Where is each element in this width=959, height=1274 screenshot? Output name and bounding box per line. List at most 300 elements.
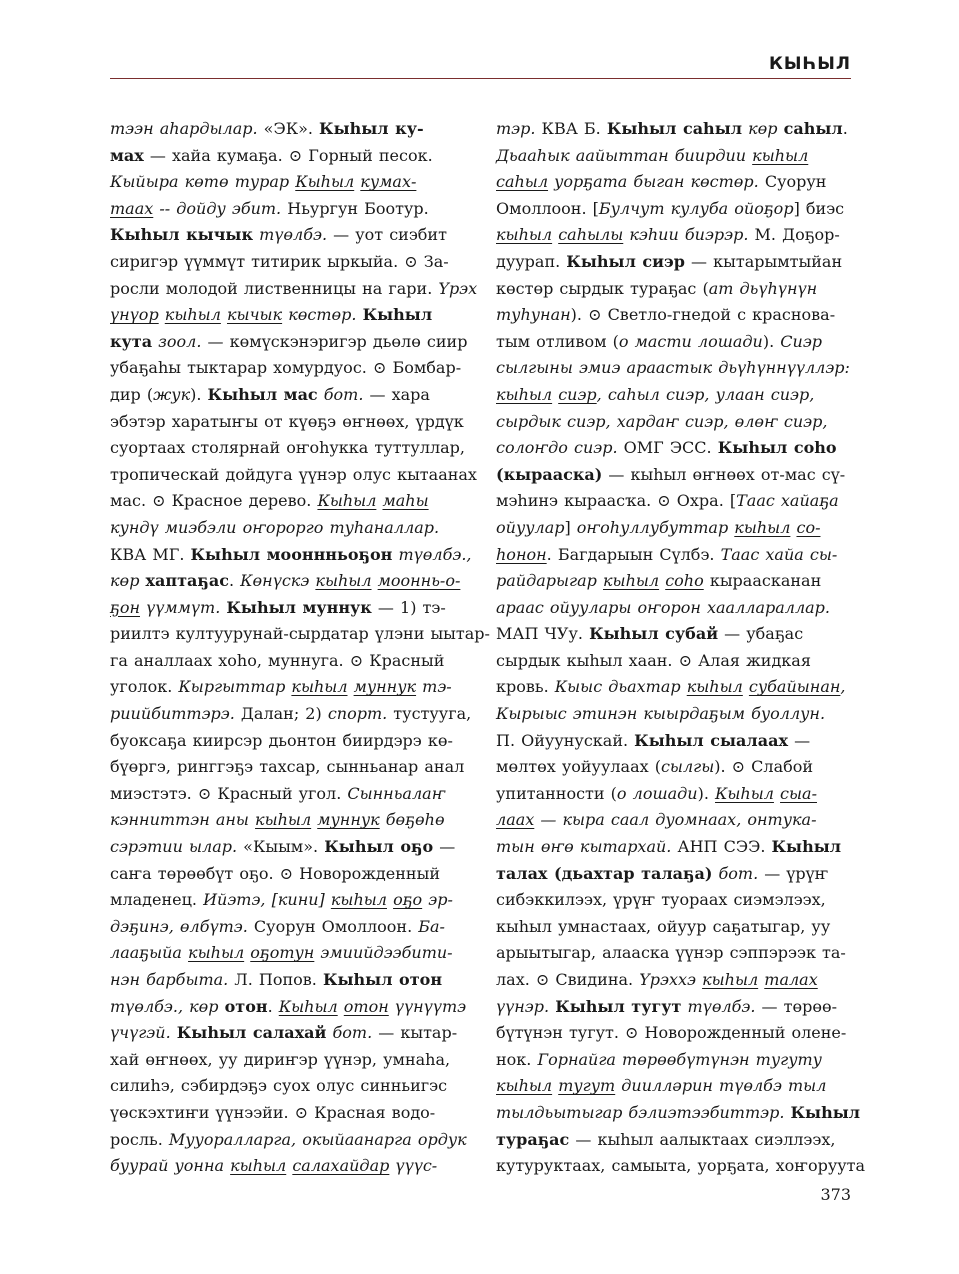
text-line (110, 595, 464, 622)
underlined-term: кыһыл (702, 970, 759, 989)
text-run: — (787, 730, 811, 750)
text-line (496, 887, 850, 914)
headword: Кыһыл оҕо (324, 837, 434, 857)
text-run: Горнайга төрөөбүтүнэн тугуту (537, 1049, 822, 1069)
text-run: көр (110, 571, 146, 591)
text-run: Ба- (418, 916, 445, 936)
text-line (496, 754, 850, 781)
text-line (496, 1153, 866, 1180)
text-run: младенец. (110, 890, 204, 910)
text-run: ). ⊙ Светло-гнедой с красновa- (570, 305, 836, 325)
text-run: саҥа төрөөбүт оҕо. ⊙ Новорожденный (110, 863, 440, 883)
text-run: түөлбэ., (392, 544, 472, 564)
text-run: ). ⊙ Слабой (714, 757, 814, 777)
text-line (110, 196, 464, 223)
text-line (496, 1100, 861, 1127)
text-run: . Багдарыын Сүлбэ. (546, 544, 721, 564)
text-line (496, 940, 850, 967)
headword: Кыһыл мооннньоҕон (190, 544, 393, 564)
text-line (496, 302, 850, 329)
text-run: — убаҕас (718, 624, 804, 644)
text-run: сырдык сиэр, хардаҥ сиэр, өлөҥ сиэр, (496, 411, 828, 431)
headword: Кыһыл кычык (110, 225, 254, 245)
text-run: росли молодой лиственницы на гари. (110, 278, 439, 298)
text-run: мэһинэ кыраасҡа. ⊙ Охра. [ (496, 491, 737, 511)
text-run: дуурап. (496, 251, 567, 271)
text-line (110, 222, 464, 249)
text-run: Сиэр (780, 331, 823, 351)
text-line (110, 249, 464, 276)
header-rule (110, 78, 851, 79)
underlined-term: саһыл (496, 172, 549, 192)
text-run: — хара (363, 384, 430, 404)
text-run: тэр. (496, 119, 536, 138)
text-run: сиригэр үүммүт титирик ыркыйа. ⊙ За- (110, 251, 449, 271)
headword: саһыл (783, 119, 843, 138)
text-run: түөлбэ., көр (110, 996, 225, 1016)
text-run: Үрэх (438, 278, 478, 298)
text-run: га аналлаах хоһо, муннуга. ⊙ Красный (110, 650, 445, 670)
text-run: үүммүт. (140, 597, 227, 617)
text-run: лааҕыйа (110, 943, 189, 963)
text-run: түөлбэ. (253, 225, 328, 245)
headword: Кыһыл сиэр (566, 251, 685, 271)
text-line (496, 861, 850, 888)
headword: Кыһыл мас (207, 384, 318, 404)
text-run: жук (153, 384, 191, 404)
text-run: тын өҥө кытархай. (496, 837, 672, 857)
text-line (110, 807, 464, 834)
text-run: кэһии биэрэр. (623, 225, 749, 245)
text-line (496, 967, 850, 994)
text-line (110, 701, 472, 728)
text-line (110, 462, 477, 489)
text-run: сэрэтии ылар. (110, 837, 238, 857)
text-run: Кырыыс этинэн кыырдаҕым буоллун. (496, 704, 826, 724)
underlined-term: ҕон (110, 597, 140, 617)
underlined-term: маһы (382, 491, 429, 511)
text-line (110, 542, 472, 569)
text-line (496, 116, 850, 143)
text-run: — кытар- (372, 1023, 458, 1043)
text-run: туһунан (496, 305, 571, 325)
text-run: Ньургун Боотур. (287, 198, 429, 218)
text-run: нэн барбыта. (110, 970, 229, 989)
text-run: Суорун (758, 172, 827, 192)
text-run: көр (742, 119, 784, 138)
underlined-term: үнүор (110, 305, 159, 325)
text-run: түөлбэ. (681, 996, 756, 1016)
underlined-term: тугут (558, 1076, 616, 1096)
text-run: кровь. (496, 677, 555, 697)
text-line (110, 169, 464, 196)
text-line (110, 409, 464, 436)
text-run: ). (762, 331, 781, 351)
headword: Кыһыл саһыл (606, 119, 743, 138)
headword: Кыһыл (790, 1102, 861, 1122)
text-line (110, 488, 464, 515)
text-run: риилтэ култуурунай-сырдатар үлэни ыытар- (110, 624, 490, 644)
text-line (110, 994, 467, 1021)
text-run: сылгы (660, 757, 715, 777)
text-run: кундү миэбэли оҥорорго туһаналлар. (110, 517, 440, 537)
text-line (496, 249, 850, 276)
text-run: Үрэххэ (639, 970, 703, 989)
headword: Кыһыл соһо (717, 438, 837, 458)
text-run: ] (318, 890, 331, 910)
text-line (110, 143, 464, 170)
text-run: ). (190, 384, 208, 404)
text-run: бот. (712, 863, 759, 883)
text-run: — кыра саал дуомнаах, онтука- (534, 810, 817, 830)
text-run: Л. Попов. (228, 970, 323, 989)
text-run: эбэтэр харатыҥы от күөҕэ өҥнөөх, үрдүк (110, 411, 464, 431)
text-run: тээн аһардылар. (110, 119, 264, 138)
text-line (110, 674, 464, 701)
text-line (496, 515, 850, 542)
text-run: — көмүскэнэригэр дьөлө сиир (201, 331, 468, 351)
text-run: эмиийдээбити- (314, 943, 453, 963)
underlined-term: кыһыл (291, 677, 348, 697)
underlined-term: кычык (226, 305, 283, 325)
text-run: тустууга, (387, 704, 472, 724)
text-run: КВА Б. (535, 119, 607, 138)
text-run: ] биэс (793, 198, 845, 218)
text-line (496, 169, 850, 196)
text-line (110, 355, 464, 382)
text-run: бүтүнэн тугут. ⊙ Новорожденный олене- (496, 1023, 847, 1043)
text-run: упитанности ( (496, 783, 617, 803)
text-line (110, 781, 464, 808)
text-run: — кыһыл аалыктаах сиэллээх, (569, 1129, 836, 1149)
text-run: уголок. (110, 677, 179, 697)
left-column (110, 116, 490, 1180)
text-run: тылдьытыгар бэлиэтээбиттэр. (496, 1102, 791, 1122)
text-line (496, 276, 850, 303)
underlined-term: таах (110, 198, 154, 218)
text-run: спорт. (327, 704, 388, 724)
text-line (110, 302, 464, 329)
text-run: сибэккилээх, үрүҥ туораах сиэмэлээх, (496, 890, 826, 910)
underlined-term: муннук (317, 810, 380, 830)
headword: Кыһыл муннук (226, 597, 372, 617)
text-line (110, 382, 464, 409)
underlined-term: кыһыл (686, 677, 743, 697)
underlined-term: кыһыл (315, 571, 372, 591)
text-run: — 1) тэ- (371, 597, 446, 617)
underlined-term: оҕо (393, 890, 423, 910)
text-run: Далан; 2) (234, 704, 328, 724)
text-run: МАП ЧУу. (496, 624, 590, 644)
text-line (110, 914, 464, 941)
text-run: Мууоралларга, окыйаанарга ордук (168, 1129, 467, 1149)
text-run: Кыйыра көтө турар (110, 172, 296, 192)
text-line (110, 515, 464, 542)
text-run: көстөр сырдык тураҕас ( (496, 278, 709, 298)
text-run: дэҕинэ, өлбүтэ. (110, 916, 248, 936)
underlined-term: кыһыл (164, 305, 221, 325)
text-line (496, 222, 850, 249)
text-run: кини (277, 890, 319, 910)
text-run: — (433, 837, 456, 857)
text-run: мөлтөх уойуулаах ( (496, 757, 661, 777)
headword: талах (дьахтар талаҕа) (496, 863, 713, 883)
text-run: мас. ⊙ Красное дерево. (110, 491, 318, 511)
text-line (496, 568, 850, 595)
text-run: бот. (326, 1023, 373, 1043)
text-run: Көнүскэ (240, 571, 316, 591)
text-line (496, 834, 850, 861)
text-run: сылгыны эмиэ араастык дьүһүннүүллэр: (496, 358, 850, 378)
underlined-term: кыһыл (255, 810, 312, 830)
underlined-term: салахайдар (292, 1156, 390, 1176)
text-line (110, 1073, 464, 1100)
text-line (110, 276, 478, 303)
headword: Кыһыл (771, 837, 842, 857)
text-line (110, 329, 468, 356)
text-run: көстөр. (282, 305, 363, 325)
text-run: Омоллоон. [ (496, 198, 599, 218)
text-line (496, 329, 850, 356)
text-run: оҥоһуллубуттар (576, 517, 735, 537)
underlined-term: Кыһыл (715, 783, 774, 803)
underlined-term: сыа- (780, 783, 817, 803)
text-line (110, 754, 464, 781)
text-run: Дьааһык аайыттан биирдии (496, 145, 753, 165)
text-run: Кыыс дьахтар (554, 677, 687, 697)
text-line (110, 1047, 464, 1074)
text-run: КВА МГ. (110, 544, 191, 564)
text-run: — кыһыл өҥнөөх от-мас сү- (602, 464, 846, 484)
text-line (496, 488, 850, 515)
text-run: ойуулар (496, 517, 565, 537)
headword: Кыһыл сыалаах (634, 730, 788, 750)
text-run: — кытарымтыйан (684, 251, 843, 271)
headword: кута (110, 331, 153, 351)
text-line (496, 1073, 850, 1100)
text-line (110, 648, 464, 675)
running-header-word: КЫҺЫЛ (769, 54, 851, 74)
text-run: уорҕата быган көстөр. (548, 172, 759, 192)
headword: отон (224, 996, 268, 1016)
text-run: кутуруктаах, самыыта, уорҕата, хоҥоруута (496, 1156, 866, 1176)
underlined-term: сиэр (558, 384, 597, 404)
text-run: хай өҥнөөх, уу дириҥэр үүнэр, умнаһа, (110, 1049, 451, 1069)
underlined-term: кыһыл (496, 384, 553, 404)
text-run: о лошади (616, 783, 698, 803)
text-run: Таас хайаҕа (736, 491, 839, 511)
text-run: , саһыл сиэр, улаан сиэр, (596, 384, 815, 404)
text-line (110, 1020, 464, 1047)
text-line (496, 462, 850, 489)
underlined-term: саһылы (558, 225, 624, 245)
text-run: ат дьүһүнүн (708, 278, 818, 298)
text-line (496, 542, 850, 569)
text-run: үүүс- (389, 1156, 438, 1176)
underlined-term: лаах (496, 810, 535, 830)
underlined-term: кумах- (360, 172, 417, 192)
text-run: росль. (110, 1129, 169, 1149)
text-run: силиһэ, сэбирдэҕэ суох олус синньигэс (110, 1076, 448, 1096)
text-run: үүнэр. (496, 996, 556, 1016)
text-run: солоҥдо сиэр. (496, 438, 618, 458)
text-run: «Кыым». (237, 837, 325, 857)
underlined-term: мооннь-о- (377, 571, 461, 591)
text-line (496, 435, 850, 462)
text-run: . (228, 571, 241, 591)
text-line (496, 621, 850, 648)
underlined-term: оҕотун (250, 943, 315, 963)
text-line (110, 1100, 464, 1127)
text-run: Сынньалаҥ (347, 783, 446, 803)
text-run: арыытыгар, алааска үүнэр сэппэрээк та- (496, 943, 846, 963)
text-run: АНП СЭЭ. (671, 837, 772, 857)
text-line (110, 967, 464, 994)
headword: Кыһыл (362, 305, 433, 325)
text-run: райдарыгар (496, 571, 603, 591)
text-run: ОМГ ЭСС. (617, 438, 718, 458)
text-line (110, 1153, 464, 1180)
headword: тураҕас (496, 1129, 570, 1149)
text-run: Булчут кулуба ойоҕор (598, 198, 794, 218)
text-line (110, 568, 464, 595)
text-run: тропическай дойдуга үүнэр олус кытаанах (110, 464, 477, 484)
text-line (110, 861, 464, 888)
headword: Кыһыл салахай (176, 1023, 327, 1043)
text-run: диилләрин түөлбэ тыл (615, 1076, 827, 1096)
text-line (110, 1127, 467, 1154)
underlined-term: кыһыл (496, 1076, 553, 1096)
text-run: — уот сиэбит (327, 225, 447, 245)
text-run: араас ойуулары оҥорон хааллараллар. (496, 597, 831, 617)
text-run: ] (564, 517, 577, 537)
text-run: Таас хайа сы- (720, 544, 838, 564)
text-run: кыраасканан (703, 571, 822, 591)
text-run: үөскэхтиҥи үүнээйи. ⊙ Красная водо- (110, 1102, 436, 1122)
text-run: — үрүҥ (758, 863, 829, 883)
text-line (110, 621, 490, 648)
headword: мах (110, 145, 144, 165)
text-run: -- дойду эбит. (153, 198, 288, 218)
underlined-term: кыһыл (752, 145, 809, 165)
text-run: дир ( (110, 384, 154, 404)
underlined-term: кыһыл (188, 943, 245, 963)
text-line (110, 728, 464, 755)
text-run: . (267, 996, 279, 1016)
text-line (110, 116, 464, 143)
text-line (110, 435, 464, 462)
underlined-term: талах (764, 970, 818, 989)
text-run: бөҕөһө (379, 810, 445, 830)
text-run: Суорун Омоллоон. (247, 916, 419, 936)
headword: (кырааска) (496, 464, 603, 484)
text-run: — хайа кумаҕа. ⊙ Горный песок. (143, 145, 433, 165)
underlined-term: һонон (496, 544, 547, 564)
underlined-term: муннук (353, 677, 417, 697)
underlined-term: кыһыл (230, 1156, 287, 1176)
text-run: тэ- (416, 677, 452, 697)
text-line (496, 355, 850, 382)
underlined-term: со- (796, 517, 821, 537)
headword: Кыһыл ку- (319, 119, 424, 138)
text-run: тым отливом ( (496, 331, 619, 351)
text-line (496, 1127, 850, 1154)
text-run: риийбиттэрэ. (110, 704, 235, 724)
text-line (496, 409, 850, 436)
text-run: эр- (422, 890, 453, 910)
right-column (496, 116, 866, 1180)
headword: Кыһыл тугут (555, 996, 682, 1016)
text-line (496, 674, 850, 701)
text-run: ). (697, 783, 716, 803)
text-run: убаҕаһы тыктарар хомурдуос. ⊙ Бомбар- (110, 358, 462, 378)
text-run: миэстэтэ. ⊙ Красный угол. (110, 783, 348, 803)
text-line (496, 382, 850, 409)
text-run: нок. (496, 1049, 538, 1069)
underlined-term: Кыһыл (317, 491, 377, 511)
text-line (496, 994, 850, 1021)
text-line (496, 143, 850, 170)
underlined-term: кыһыл (496, 225, 553, 245)
text-run: М. Доҕор- (748, 225, 840, 245)
text-run: бот. (317, 384, 364, 404)
text-run: кыһыл умнастаах, ойуур саҕатыгар, уу (496, 916, 831, 936)
text-line (496, 807, 850, 834)
text-line (496, 648, 850, 675)
text-run: о масти лошади (618, 331, 763, 351)
text-run: П. Ойуунускай. (496, 730, 635, 750)
underlined-term: Кыһыл (295, 172, 355, 192)
text-run: , (840, 677, 846, 697)
headword: хаптаҕас (145, 571, 229, 591)
text-run: — төрөө- (755, 996, 838, 1016)
text-run: үчүгэй. (110, 1023, 177, 1043)
text-run: Кыргыттар (178, 677, 292, 697)
underlined-term: кыһыл (330, 890, 387, 910)
text-run: лах. ⊙ Свидина. (496, 970, 640, 989)
headword: Кыһыл отон (322, 970, 443, 989)
underlined-term: отон (343, 996, 389, 1016)
text-run: . (842, 119, 848, 138)
underlined-term: кыһыл (603, 571, 660, 591)
headword: Кыһыл субай (589, 624, 719, 644)
page-number: 373 (820, 1185, 851, 1204)
text-line (496, 728, 850, 755)
text-run: үүнүүтэ (388, 996, 467, 1016)
text-line (496, 595, 850, 622)
text-run: бүөргэ, ринггэҕэ тахсар, сынньанар анал (110, 757, 465, 777)
text-line (496, 1020, 850, 1047)
text-line (496, 1047, 850, 1074)
text-run: кэнниттэн аны (110, 810, 256, 830)
underlined-term: субайынан (748, 677, 841, 697)
text-run: зоол. (152, 331, 202, 351)
underlined-term: соһо (665, 571, 704, 591)
text-line (496, 914, 850, 941)
text-run: сырдык кыһыл хаан. ⊙ Алая жидкая (496, 650, 811, 670)
text-line (110, 887, 464, 914)
text-run: буурай уонна (110, 1156, 231, 1176)
text-line (496, 196, 850, 223)
text-run: буоксаҕа киирсэр дьонтон биирдэрэ кө- (110, 730, 453, 750)
text-run: «ЭК». (263, 119, 320, 138)
underlined-term: кыһыл (734, 517, 791, 537)
text-line (496, 781, 850, 808)
text-run: суортаах столярнай оҥоһукка туттуллар, (110, 438, 466, 458)
text-line (110, 834, 464, 861)
text-run: Ийэтэ, [ (203, 890, 278, 910)
text-line (110, 940, 464, 967)
